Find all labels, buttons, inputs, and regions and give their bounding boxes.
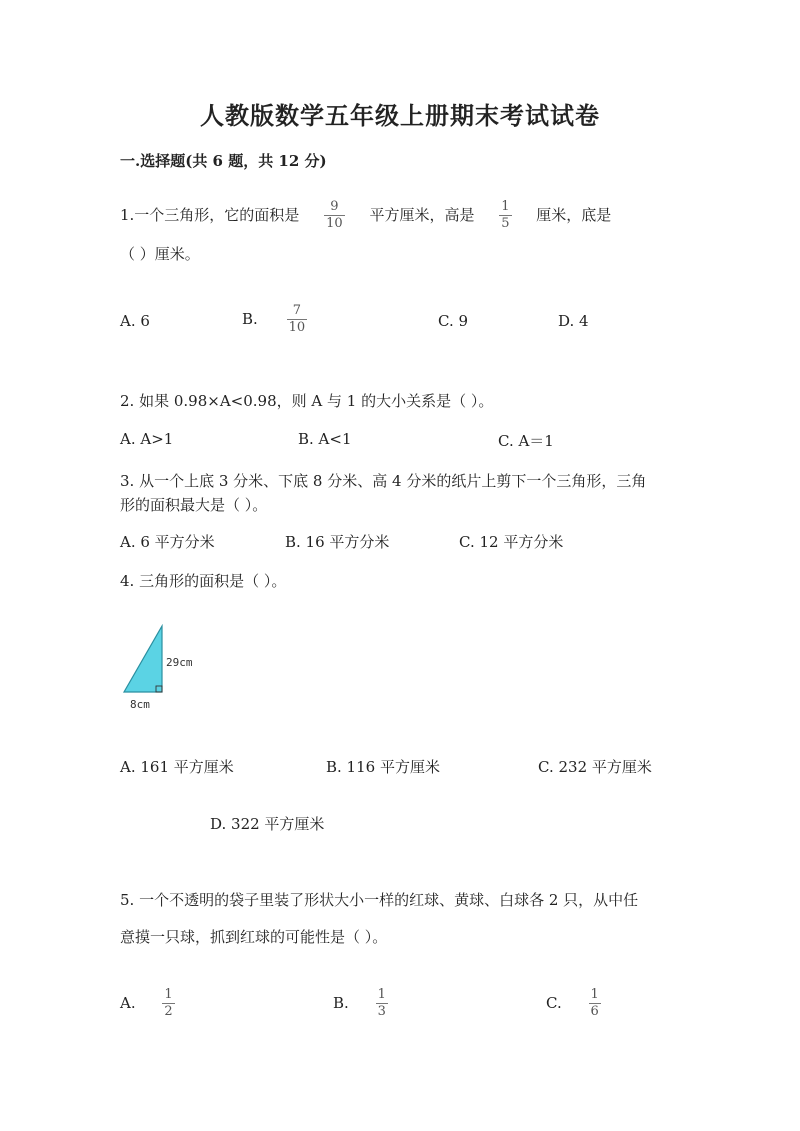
question-1-text-a: 1.一个三角形，它的面积是: [120, 205, 300, 224]
fraction-denominator: 6: [590, 1004, 599, 1020]
question-1-text-b: 平方厘米，高是: [369, 205, 475, 224]
q4-option-d[interactable]: D. 322 平方厘米: [210, 815, 325, 833]
fraction-numerator: 1: [164, 987, 173, 1002]
fraction-denominator: 3: [377, 1004, 386, 1020]
fraction-denominator: 10: [326, 216, 343, 232]
q5-option-b[interactable]: [333, 988, 388, 1020]
fraction-one-sixth: [589, 988, 601, 1020]
q5-option-c-label: C.: [546, 993, 562, 1012]
page-title: 人教版数学五年级上册期末考试试卷: [200, 101, 600, 130]
triangle-figure: [120, 624, 210, 716]
question-2-text: 2. 如果 0.98×A<0.98，则 A 与 1 的大小关系是（ ）。: [120, 392, 494, 410]
q5-option-c[interactable]: [546, 988, 601, 1020]
fraction-numerator: 1: [590, 987, 599, 1002]
section-heading: 一.选择题(共 6 题，共 12 分): [120, 152, 327, 170]
q1-option-a[interactable]: A. 6: [120, 312, 150, 330]
fraction-denominator: 5: [501, 216, 510, 232]
fraction-numerator: 1: [377, 987, 386, 1002]
q2-option-a[interactable]: A. A>1: [120, 430, 174, 448]
q4-option-b[interactable]: B. 116 平方厘米: [326, 758, 440, 776]
fraction-seven-tenths: [287, 304, 308, 336]
q1-option-b-label: B.: [242, 309, 258, 328]
q2-option-b[interactable]: B. A<1: [298, 430, 352, 448]
q5-option-a-label: A.: [120, 993, 136, 1012]
fraction-numerator: 1: [501, 199, 510, 214]
q5-option-a[interactable]: [120, 988, 175, 1020]
q3-option-a[interactable]: A. 6 平方分米: [120, 533, 215, 551]
fraction-one-third: [376, 988, 388, 1020]
question-5-line-2: 意摸一只球，抓到红球的可能性是（ ）。: [120, 928, 388, 946]
fraction-numerator: 7: [292, 303, 301, 318]
right-triangle-shape: [124, 626, 162, 692]
q3-option-b[interactable]: B. 16 平方分米: [285, 533, 390, 551]
fraction-numerator: 9: [330, 199, 339, 214]
question-5-line-1: 5. 一个不透明的袋子里装了形状大小一样的红球、黄球、白球各 2 只，从中任: [120, 891, 639, 909]
q5-option-b-label: B.: [333, 993, 349, 1012]
q1-option-b[interactable]: [242, 304, 307, 336]
height-label: 29cm: [166, 656, 193, 669]
fraction-denominator: 2: [164, 1004, 173, 1020]
q3-option-c[interactable]: C. 12 平方分米: [459, 533, 564, 551]
question-3-line-1: 3. 从一个上底 3 分米、下底 8 分米、高 4 分米的纸片上剪下一个三角形，三角: [120, 472, 647, 490]
question-3-line-2: 形的面积最大是（ ）。: [120, 496, 268, 514]
question-1-line-2: （ ）厘米。: [120, 245, 200, 263]
fraction-denominator: 10: [288, 320, 306, 336]
question-4-text: 4. 三角形的面积是（ ）。: [120, 572, 287, 590]
fraction-one-fifth: [499, 200, 511, 232]
q2-option-c[interactable]: C. A＝1: [498, 432, 554, 450]
fraction-one-half: [162, 988, 174, 1020]
q4-option-a[interactable]: A. 161 平方厘米: [120, 758, 234, 776]
question-1-line-1: [120, 200, 611, 232]
base-label: 8cm: [130, 698, 150, 711]
q1-option-d[interactable]: D. 4: [558, 312, 589, 330]
fraction-nine-tenths: [324, 200, 345, 232]
q1-option-c[interactable]: C. 9: [438, 312, 469, 330]
q4-option-c[interactable]: C. 232 平方厘米: [538, 758, 652, 776]
question-1-text-c: 厘米，底是: [536, 205, 612, 224]
